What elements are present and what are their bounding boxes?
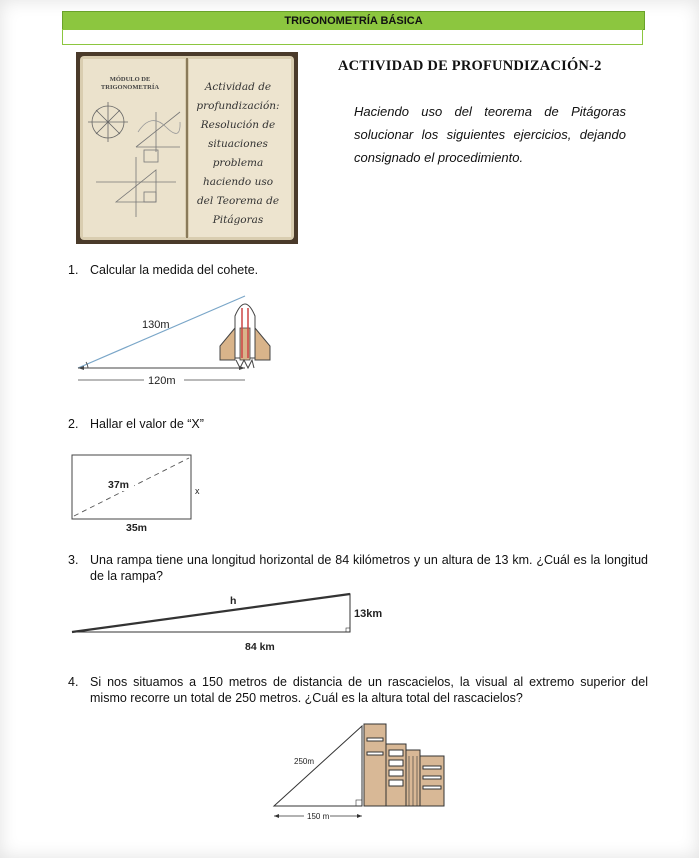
rocket-hypotenuse-label: 130m — [142, 319, 170, 331]
question-number: 2. — [68, 417, 79, 431]
question-text: Si nos situamos a 150 metros de distancia de un rascacielos, la visual al extremo superior del mismo recorre un total de 250 metros. ¿Cuál es la altura total del rascacielos? — [90, 675, 648, 705]
question-1 — [68, 262, 258, 278]
question-text: Una rampa tiene una longitud horizontal de 84 kilómetros y un altura de 13 km. ¿Cuál es la longitud de la rampa? — [90, 553, 648, 583]
book-left-title-1: MÓDULO DE — [109, 76, 151, 83]
skyscraper-icon — [364, 724, 444, 806]
header-subbar — [62, 29, 643, 45]
rectangle-figure — [70, 452, 210, 534]
building-hypotenuse-label: 250m — [294, 757, 315, 766]
question-number: 3. — [68, 553, 79, 567]
book-line-5: problema — [212, 157, 264, 169]
question-number: 1. — [68, 263, 79, 277]
ramp-vertical-label: 13km — [354, 608, 383, 620]
book-left-title-2: TRIGONOMETRÍA — [100, 84, 160, 91]
activity-title: ACTIVIDAD DE PROFUNDIZACIÓN-2 — [338, 58, 602, 74]
building-base-label: 150 m — [307, 812, 330, 821]
book-line-1: Actividad de — [204, 81, 272, 93]
question-3 — [68, 552, 648, 584]
right-angle-mark-icon — [356, 800, 362, 806]
building-figure — [270, 722, 450, 826]
book-line-3: Resolución de — [200, 119, 276, 131]
header-bar — [62, 11, 645, 30]
question-text: Calcular la medida del cohete. — [90, 263, 259, 277]
book-illustration — [76, 52, 298, 244]
building-triangle — [274, 726, 362, 806]
rocket-figure — [70, 288, 290, 388]
book-line-7: del Teorema de — [196, 195, 280, 207]
rectangle-base-label: 35m — [126, 522, 148, 534]
question-number: 4. — [68, 675, 79, 689]
ramp-figure — [70, 592, 390, 654]
rectangle-diagonal-label: 37m — [108, 479, 130, 491]
ramp-base-label: 84 km — [245, 641, 275, 653]
book-line-6: haciendo uso — [202, 176, 274, 188]
ramp-hypotenuse-label: h — [230, 595, 237, 607]
activity-instructions: Haciendo uso del teorema de Pitágoras solucionar los siguientes ejercicios, dejando consignado el procedimiento. — [354, 104, 626, 165]
rectangle-side-label: x — [195, 486, 200, 496]
rocket-base-label: 120m — [148, 375, 176, 387]
book-line-8: Pitágoras — [212, 214, 264, 226]
book-line-4: situaciones — [208, 138, 268, 150]
header-title: TRIGONOMETRÍA BÁSICA — [284, 14, 423, 27]
rocket-icon — [220, 304, 270, 368]
question-2 — [68, 416, 204, 432]
book-line-2: profundización: — [196, 100, 280, 112]
question-text: Hallar el valor de “X” — [90, 417, 204, 431]
question-4 — [68, 674, 648, 706]
